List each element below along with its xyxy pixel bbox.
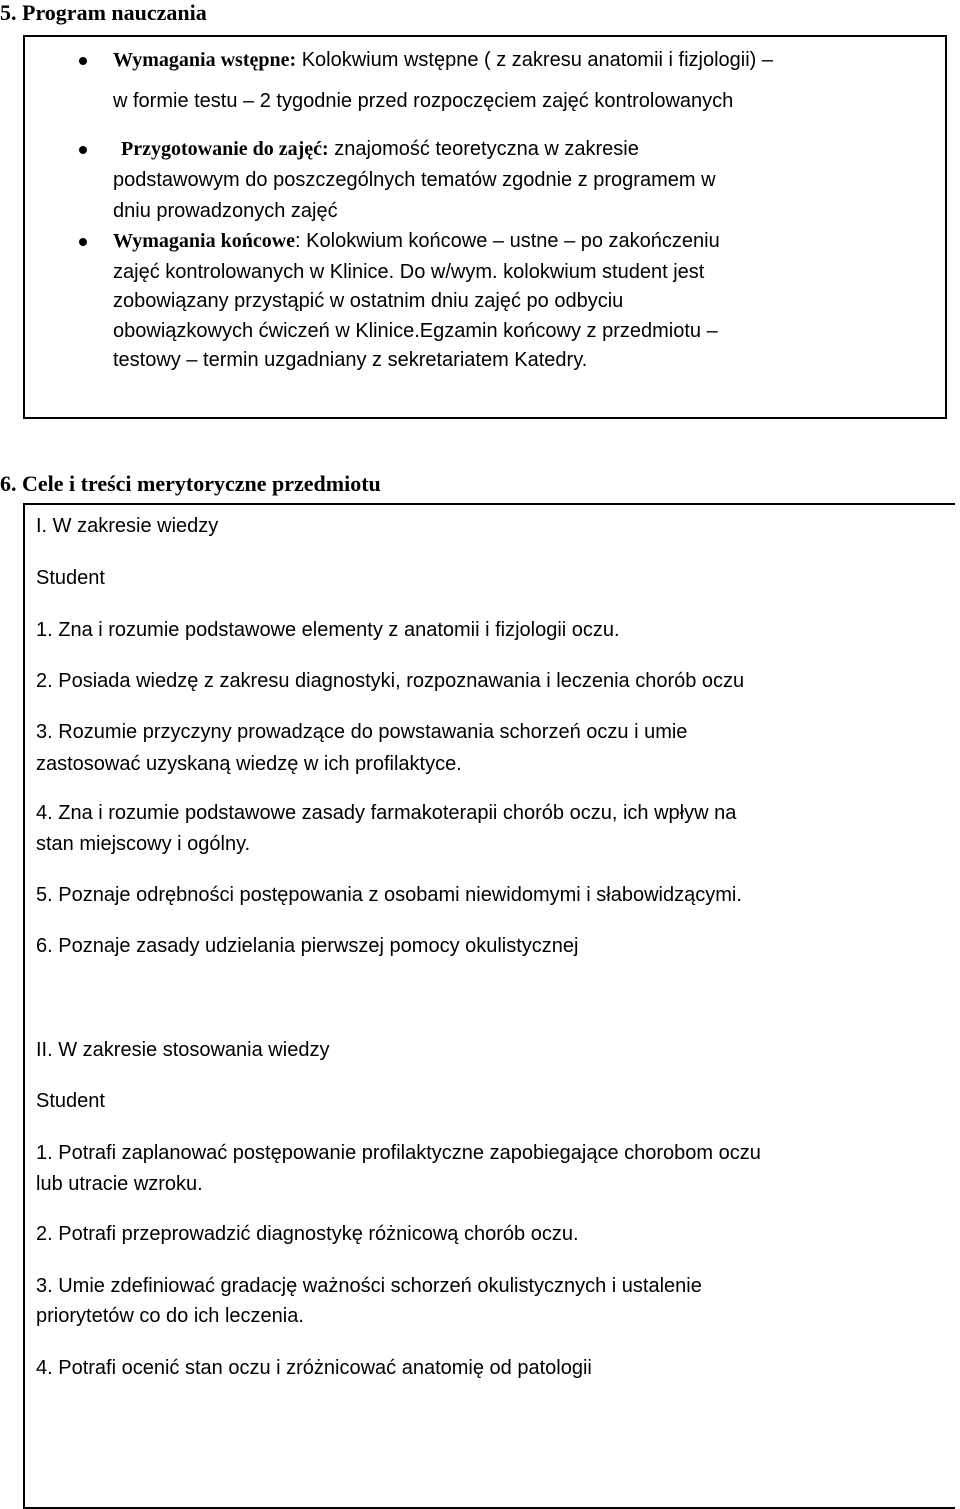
preparation-label: Przygotowanie do zajęć: <box>121 138 329 160</box>
preparation <box>121 134 639 165</box>
requirements-final-text: : Kolokwium końcowe – ustne – po zakończeniu <box>295 230 720 252</box>
requirements-final-line: obowiązkowych ćwiczeń w Klinice.Egzamin końcowy z przedmiotu – <box>113 320 718 342</box>
application-title: II. W zakresie stosowania wiedzy <box>36 1039 330 1061</box>
preparation-text: znajomość teoretyczna w zakresie <box>328 138 639 160</box>
bullet-icon <box>79 238 87 246</box>
knowledge-item: 6. Poznaje zasady udzielania pierwszej pomocy okulistycznej <box>36 935 579 957</box>
knowledge-item: 2. Posiada wiedzę z zakresu diagnostyki, rozpoznawania i leczenia chorób oczu <box>36 670 745 692</box>
requirements-initial-label: Wymagania wstępne: <box>113 49 297 71</box>
requirements-final-line: testowy – termin uzgadniany z sekretariatem Katedry. <box>113 349 588 371</box>
knowledge-item: 5. Poznaje odrębności postępowania z osobami niewidomymi i słabowidzącymi. <box>36 884 742 906</box>
section-6-heading: 6. Cele i treści merytoryczne przedmiotu <box>0 471 381 496</box>
requirements-initial-line: w formie testu – 2 tygodnie przed rozpoczęciem zajęć kontrolowanych <box>113 90 734 112</box>
application-item: 1. Potrafi zaplanować postępowanie profilaktyczne zapobiegające chorobom oczu <box>36 1142 761 1164</box>
knowledge-item: 4. Zna i rozumie podstawowe zasady farmakoterapii chorób oczu, ich wpływ na <box>36 802 737 824</box>
application-item-line: lub utracie wzroku. <box>36 1173 203 1195</box>
requirements-final <box>113 226 720 257</box>
application-item: 3. Umie zdefiniować gradację ważności schorzeń okulistycznych i ustalenie <box>36 1275 702 1297</box>
knowledge-item: 1. Zna i rozumie podstawowe elementy z anatomii i fizjologii oczu. <box>36 619 620 641</box>
requirements-final-line: zobowiązany przystąpić w ostatnim dniu zajęć po odbyciu <box>113 290 624 312</box>
preparation-line: podstawowym do poszczególnych tematów zgodnie z programem w <box>113 169 716 191</box>
requirements-final-label: Wymagania końcowe <box>113 230 296 252</box>
application-item: 2. Potrafi przeprowadzić diagnostykę różnicową chorób oczu. <box>36 1223 579 1245</box>
requirements-initial <box>113 45 773 76</box>
preparation-line: dniu prowadzonych zajęć <box>113 200 338 222</box>
requirements-initial-text: Kolokwium wstępne ( z zakresu anatomii i fizjologii) – <box>296 49 774 71</box>
knowledge-item-line: zastosować uzyskaną wiedzę w ich profilaktyce. <box>36 753 462 775</box>
application-item-line: priorytetów co do ich leczenia. <box>36 1305 304 1327</box>
knowledge-item: 3. Rozumie przyczyny prowadzące do powstawania schorzeń oczu i umie <box>36 721 688 743</box>
bullet-icon <box>79 57 87 65</box>
application-student: Student <box>36 1090 105 1112</box>
knowledge-item-line: stan miejscowy i ogólny. <box>36 833 251 855</box>
knowledge-title: I. W zakresie wiedzy <box>36 515 219 537</box>
requirements-final-line: zajęć kontrolowanych w Klinice. Do w/wym. kolokwium student jest <box>113 261 705 283</box>
knowledge-student: Student <box>36 567 105 589</box>
bullet-icon <box>79 146 87 154</box>
section-5-heading: 5. Program nauczania <box>0 0 207 25</box>
application-item: 4. Potrafi ocenić stan oczu i zróżnicować anatomię od patologii <box>36 1357 592 1379</box>
